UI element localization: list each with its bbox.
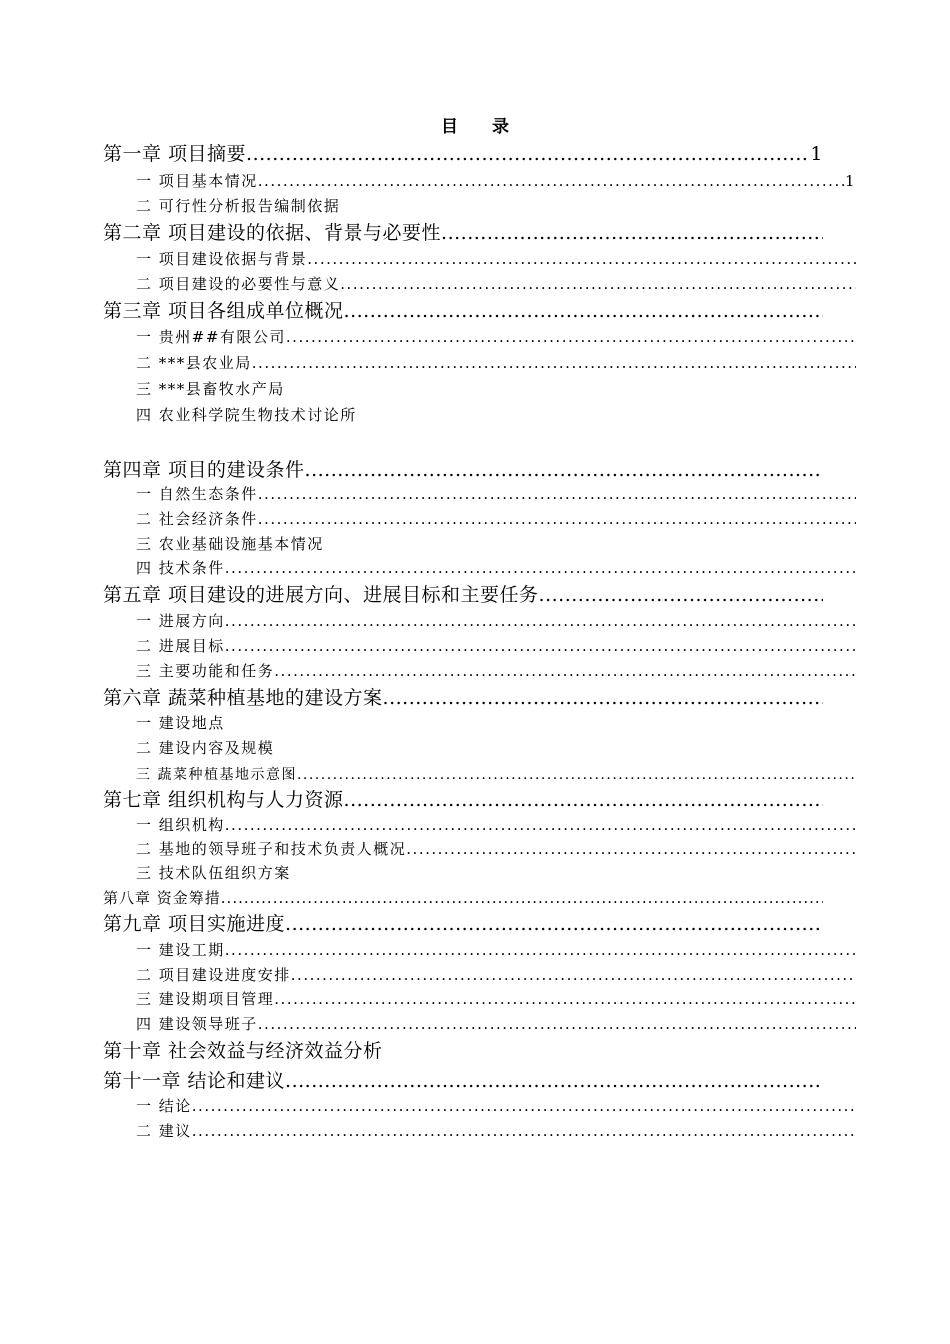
leader-dots [258,1015,856,1033]
leader-dots [252,354,856,372]
toc-entry-label: 四 建设领导班子 [136,1015,258,1033]
toc-entry-label: 第七章 组织机构与人力资源 [103,789,344,811]
toc-entry-label: 一 结论 [136,1097,192,1115]
toc-entry-label: 一 项目基本情况 [136,172,258,190]
toc-entry-label: 一 贵州##有限公司 [136,328,286,346]
toc-chapter-7[interactable] [103,785,823,812]
toc-chapter-9[interactable] [103,909,823,936]
toc-section[interactable] [103,862,856,883]
toc-entry-label: 二 建设内容及规模 [136,739,275,757]
toc-section[interactable] [103,764,856,784]
toc-entry-label: 第五章 项目建设的进展方向、进展目标和主要任务 [103,584,539,606]
toc-entry-label: 一 建设地点 [136,714,225,732]
toc-section[interactable] [103,326,856,347]
toc-section[interactable] [103,273,856,294]
toc-entry-label: 第六章 蔬菜种植基地的建设方案 [103,687,383,709]
toc-section[interactable] [103,660,856,681]
toc-section[interactable] [103,737,856,758]
toc-entry-label: 三 技术队伍组织方案 [136,864,291,882]
toc-title: 目 录 [441,117,523,137]
toc-entry-label: 二 ***县农业局 [136,354,252,372]
leader-dots [291,966,856,984]
leader-dots [539,584,823,606]
toc-page-number: 1 [810,143,823,165]
leader-dots [441,222,823,244]
toc-entry-label: 一 项目建设依据与背景 [136,250,308,268]
toc-section[interactable] [103,195,856,216]
toc-entry-label: 第八章 资金筹措 [103,889,221,907]
toc-entry-label: 二 项目建设进度安排 [136,966,291,984]
toc-section[interactable] [103,1120,856,1141]
toc-entry-label: 四 农业科学院生物技术讨论所 [136,406,357,424]
toc-chapter-10[interactable] [103,1036,823,1063]
leader-dots [225,559,856,577]
toc-section[interactable] [103,508,856,529]
toc-chapter-2[interactable] [103,218,823,245]
toc-entry-label: 二 进展目标 [136,637,225,655]
leader-dots [258,172,845,190]
toc-section[interactable] [103,610,856,631]
toc-entry-label: 三 主要功能和任务 [136,662,275,680]
toc-entry-label: 一 建设工期 [136,941,225,959]
toc-entry-label: 三 ***县畜牧水产局 [136,380,285,398]
toc-section[interactable] [103,483,856,504]
leader-dots [344,789,823,811]
leader-dots [258,485,856,503]
toc-section[interactable] [103,635,856,656]
leader-dots [225,637,856,655]
leader-dots [258,510,856,528]
leader-dots [274,662,856,680]
leader-dots [225,612,856,630]
toc-section[interactable] [103,1013,856,1034]
leader-dots [221,889,823,907]
toc-chapter-3[interactable] [103,296,823,323]
leader-dots [340,275,856,293]
leader-dots [192,1097,856,1115]
leader-dots [307,250,856,268]
leader-dots [297,767,856,783]
toc-entry-label: 三 建设期项目管理 [136,990,275,1008]
toc-section[interactable] [103,814,856,835]
leader-dots [225,816,856,834]
toc-section[interactable] [103,712,856,733]
toc-section[interactable] [103,533,856,554]
toc-entry-label: 一 进展方向 [136,612,225,630]
toc-entry-label: 三 蔬菜种植基地示意图 [136,767,297,783]
leader-dots [285,1070,823,1092]
toc-entry-label: 二 建议 [136,1122,192,1140]
leader-dots [246,143,810,165]
leader-dots [305,459,823,481]
toc-section[interactable] [103,248,856,269]
toc-entry-label: 第十章 社会效益与经济效益分析 [103,1040,383,1062]
leader-dots [344,300,823,322]
toc-section[interactable] [103,404,856,425]
toc-section[interactable] [103,352,856,373]
toc-entry-label: 四 技术条件 [136,559,225,577]
toc-chapter-11[interactable] [103,1066,823,1093]
leader-dots [192,1122,856,1140]
toc-entry-label: 第二章 项目建设的依据、背景与必要性 [103,222,442,244]
toc-section[interactable] [103,939,856,960]
leader-dots [225,941,856,959]
leader-dots [274,990,856,1008]
toc-entry-label: 二 项目建设的必要性与意义 [136,275,341,293]
toc-entry-label: 二 基地的领导班子和技术负责人概况 [136,840,407,858]
toc-section[interactable] [103,557,856,578]
toc-entry-label: 二 社会经济条件 [136,510,258,528]
toc-entry-label: 一 组织机构 [136,816,225,834]
toc-section[interactable] [103,378,856,399]
toc-entry-label: 二 可行性分析报告编制依据 [136,197,341,215]
toc-chapter-5[interactable] [103,580,823,607]
toc-page-number: 1 [844,172,856,190]
leader-dots [406,840,856,858]
toc-entry-label: 第一章 项目摘要 [103,143,247,165]
leader-dots [285,913,823,935]
leader-dots [383,687,823,709]
toc-chapter-4[interactable] [103,455,823,482]
toc-section[interactable] [103,988,856,1009]
toc-section[interactable] [103,170,856,191]
toc-entry-label: 三 农业基础设施基本情况 [136,535,324,553]
toc-entry-label: 第九章 项目实施进度 [103,913,286,935]
toc-entry-label: 一 自然生态条件 [136,485,258,503]
leader-dots [286,328,856,346]
toc-entry-label: 第十一章 结论和建议 [103,1070,286,1092]
toc-section[interactable] [103,1095,856,1116]
toc-chapter-1[interactable] [103,139,823,166]
toc-entry-label: 第四章 项目的建设条件 [103,459,305,481]
toc-chapter-6[interactable] [103,683,823,710]
toc-section[interactable] [103,964,856,985]
toc-entry-label: 第三章 项目各组成单位概况 [103,300,344,322]
toc-chapter-8[interactable] [103,887,823,908]
toc-section[interactable] [103,838,856,859]
